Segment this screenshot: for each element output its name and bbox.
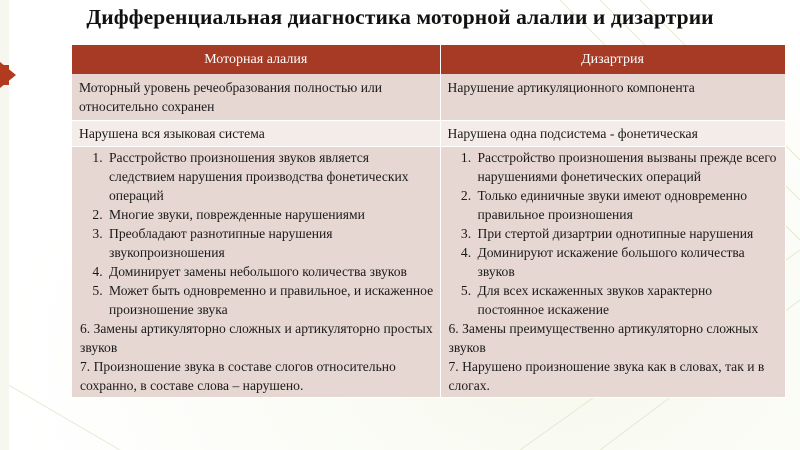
alalia-features-cell [72, 147, 440, 398]
alalia-list [79, 148, 435, 319]
list-item: 4. Доминирует замены небольшого количества звуков [106, 262, 435, 281]
comparison-table [72, 45, 786, 398]
list-item-extra: 6. Замены преимущественно артикуляторно сложных звуков [448, 321, 759, 355]
table-cell: Нарушена вся языковая система [72, 121, 440, 147]
list-item: 4. Доминируют искажение большого количества звуков [475, 243, 780, 281]
table-row [72, 147, 785, 398]
arrow-icon [0, 62, 16, 88]
list-item: 3. Преобладают разнотипные нарушения звукопроизношения [106, 224, 435, 262]
list-item-extra: 6. Замены артикуляторно сложных и артикуляторно простых звуков [80, 321, 433, 355]
list-item: 1. Расстройство произношения звуков является следствием нарушения производства фонетических операций [106, 148, 435, 205]
list-item-extra: 7. Нарушено произношение звука как в словах, так и в слогах. [448, 359, 765, 393]
table-cell: Нарушение артикуляционного компонента [440, 74, 785, 121]
header-motor-alalia: Моторная алалия [72, 45, 440, 74]
dysarthria-list [448, 148, 780, 319]
list-item: 2. Многие звуки, поврежденные нарушениями [106, 205, 435, 224]
list-item: 1. Расстройство произношения вызваны прежде всего нарушениями фонетических операций [475, 148, 780, 186]
header-dysarthria: Дизартрия [440, 45, 785, 74]
table-cell: Нарушена одна подсистема - фонетическая [440, 121, 785, 147]
dysarthria-features-cell [440, 147, 785, 398]
table-row [72, 121, 785, 147]
list-item: 3. При стертой дизартрии однотипные нарушения [475, 224, 780, 243]
list-item-extra: 7. Произношение звука в составе слогов относительно сохранно, в составе слова – нарушено. [80, 359, 396, 393]
list-item: 5. Может быть одновременно и правильное, и искаженное произношение звука [106, 281, 435, 319]
list-item: 2. Только единичные звуки имеют одновременно правильное произношения [475, 186, 780, 224]
table-row [72, 74, 785, 121]
page-title: Дифференциальная диагностика моторной алалии и дизартрии [86, 5, 714, 29]
table-cell: Моторный уровень речеобразования полностью или относительно сохранен [72, 74, 440, 121]
list-item: 5. Для всех искаженных звуков характерно постоянное искажение [475, 281, 780, 319]
